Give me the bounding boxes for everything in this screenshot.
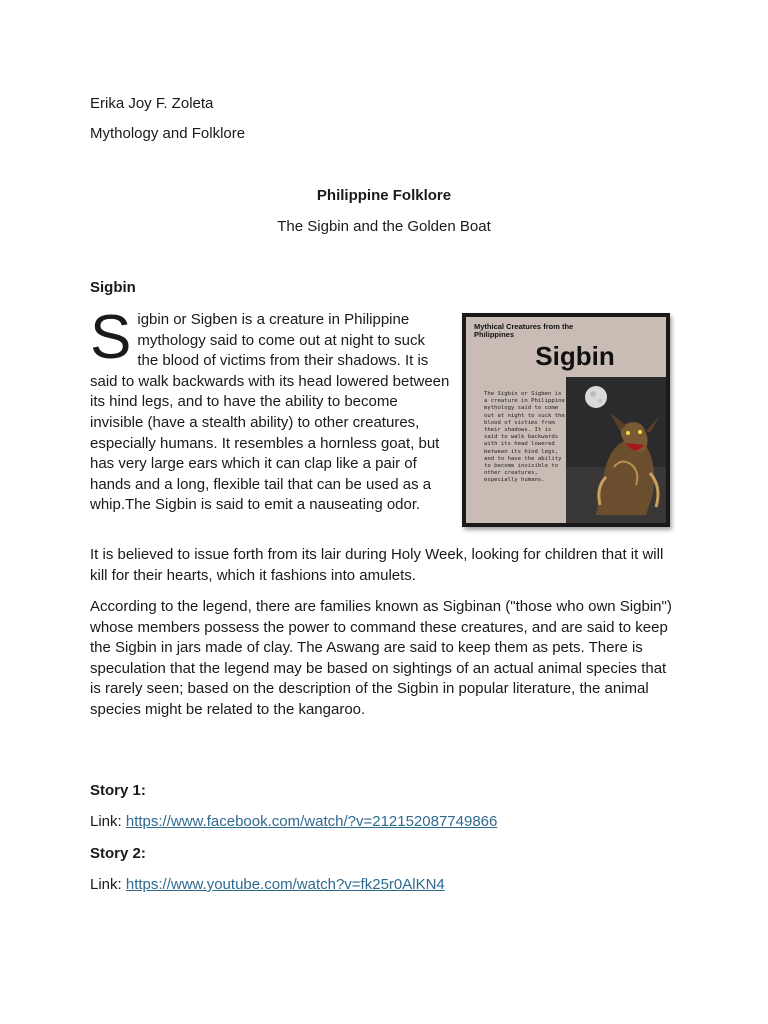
story-2-link-line: [90, 876, 445, 893]
section-heading: Sigbin: [90, 279, 136, 296]
sigbin-infographic: [462, 313, 670, 527]
drop-cap: S: [90, 303, 132, 372]
sigbin-illustration: [566, 377, 666, 523]
story-1-link-line: [90, 813, 497, 830]
story-1-link-prefix: Link:: [90, 813, 126, 830]
story-2-link-prefix: Link:: [90, 876, 126, 893]
intro-text: igbin or Sigben is a creature in Philippine mythology said to come out at night to suck the blood of victims from their shadows. It is said to walk backwards with its head lowered between its hind legs, and to have the ability to become invisible (have a stealth ability) to other creatures, especially humans. It resembles a hornless goat, but has very large ears which it can clap like a pair of hands and a long, flexible tail that can be used as a whip.The Sigbin is said to emit a nauseating odor.: [90, 311, 450, 514]
story-2-link[interactable]: https://www.youtube.com/watch?v=fk25r0AlKN4: [125, 876, 445, 893]
document-title: Philippine Folklore: [316, 187, 452, 204]
infographic-card: [466, 317, 666, 523]
intro-paragraph: [90, 303, 450, 516]
story-1-label: Story 1:: [90, 782, 146, 799]
course-name: Mythology and Folklore: [90, 125, 246, 142]
document-subtitle: The Sigbin and the Golden Boat: [277, 218, 491, 235]
infographic-series: Mythical Creatures from the Philippines: [474, 322, 574, 339]
paragraph-holy-week: It is believed to issue forth from its lair during Holy Week, looking for children that it will kill for their hearts, which it fashions into amulets.: [90, 546, 664, 584]
paragraph-legend: According to the legend, there are families known as Sigbinan ("those who own Sigbin") whose members possess the power to command these creatures, and are said to keep the Sigbin in jars made of clay. The Aswang are said to keep them as pets. There is speculation that the legend may be based on sightings of an actual animal species that is rarely seen; based on the description of the Sigbin in popular literature, the animal species might be related to the kangaroo.: [90, 598, 672, 718]
infographic-title: Sigbin: [535, 341, 615, 371]
story-2-label: Story 2:: [90, 845, 146, 862]
moon-icon: [585, 386, 607, 408]
author-name: Erika Joy F. Zoleta: [90, 95, 214, 112]
story-1-link[interactable]: https://www.facebook.com/watch/?v=212152087749866: [125, 813, 498, 830]
infographic-description: The Sigbin or Sigben is a creature in Philippine mythology said to come out at night to suck the blood of victims from their shadows. It is said to walk backwards with its head lowered between its hind legs, and to have the ability to become invisible to other creatures, especially humans.: [484, 391, 565, 484]
